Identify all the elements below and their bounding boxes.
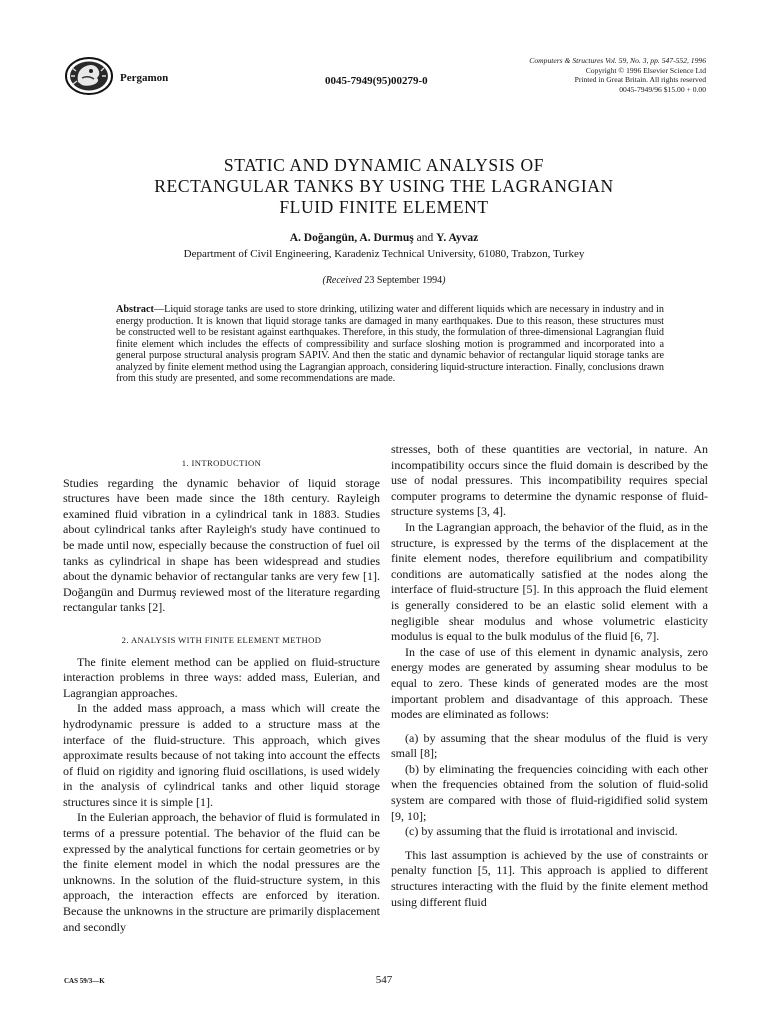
doi-code: 0045-7949(95)00279-0: [325, 75, 428, 87]
authors: [0, 232, 768, 244]
price-line: 0045-7949/96 $15.00 + 0.00: [619, 84, 706, 94]
section-heading-introduction: 1. INTRODUCTION: [181, 458, 262, 468]
journal-line: Computers & Structures Vol. 59, No. 3, pp. 547-552, 1996: [529, 56, 706, 65]
list-item: (a) by assuming that the shear modulus of the fluid is very small [8];: [391, 730, 708, 761]
paragraph: This last assumption is achieved by the use of constraints or penalty function [5, 11]. This approach is applied to different structures interacting with the fluid by the finite element method using different fluid: [391, 847, 708, 909]
title-line-2: RECTANGULAR TANKS BY USING THE LAGRANGIAN: [154, 176, 614, 196]
title-line-1: STATIC AND DYNAMIC ANALYSIS OF: [223, 155, 545, 175]
section-heading-fem: 2. ANALYSIS WITH FINITE ELEMENT METHOD: [121, 634, 322, 645]
printed-line: Printed in Great Britain. All rights reserved: [574, 75, 706, 85]
left-column: [63, 442, 380, 935]
paragraph: stresses, both of these quantities are vectorial, in nature. An incompatibility occurs since the fluid domain is described by the use of nodal pressures. This incompatibility requires special computer programs to determine the dynamic response of fluid-structure systems [3, 4].: [391, 442, 708, 519]
author-names: A. Doğangün, A. Durmuş: [289, 232, 414, 244]
copyright-line: Copyright © 1996 Elsevier Science Ltd: [585, 65, 706, 75]
paper-title: [0, 155, 768, 218]
paragraph: Studies regarding the dynamic behavior of liquid storage structures have been made since the 18th century. Rayleigh examined fluid vibration in a cylindrical tank in 1883. Studies about cylindrical tanks after Rayleigh's study have continued to be made until now, especially because the construction of fuel oil tanks as cylindrical in shape has been widespread and studies about the dynamic behavior of rectangular tanks are very few [1]. Doğangün and Durmuş reviewed most of the literature regarding rectangular tanks [2].: [63, 475, 380, 615]
received-date: (Received 23 September 1994): [322, 275, 446, 286]
paragraph: In the Lagrangian approach, the behavior of the fluid, as in the structure, is expressed by the terms of the displacement at the finite element nodes, therefore equilibrium and compatibility conditions are automatically satisfied at the nodes along the interface of fluid-structure [5]. In this approach the fluid element is generally considered to be an elastic solid element with a negligible shear modulus and whose volumetric elasticity modulus is equal to the bulk modulus of the fluid [6, 7].: [391, 519, 708, 644]
paragraph: In the case of use of this element in dynamic analysis, zero energy modes are generated by assuming shear modulus to be equal to zero. These kinds of generated modes are the most important problem and disadvantage of this approach. These modes are eliminated as follows:: [391, 644, 708, 722]
title-line-3: FLUID FINITE ELEMENT: [279, 197, 489, 217]
author-and: and: [413, 232, 437, 244]
abstract-text: —Liquid storage tanks are used to store drinking, utilizing water and different liquids which are necessary in industry and in energy production. It is known that liquid storage tanks are damaged in many earthquakes. Due to this reason, these structures must be constructed well to be resistant against earthquakes. Therefore, in this study, the formulation of three-dimensional Lagrangian fluid finite element which includes the effects of compressibility and surface sloshing motion is programmed and incorporated into a general purpose structural analysis program SAPIV. And then the static and dynamic behavior of rectangular liquid storage tanks are analyzed by finite element method using the Lagrangian approach, considering liquid-structure interaction. Finally, conclusions drawn from this study are presented, and some recommendations are made.: [116, 304, 664, 384]
paragraph: In the added mass approach, a mass which will create the hydrodynamic pressure is added to a structure mass at the interface of the fluid-structure. This approach, which gives approximate results because of not taking into account the effects of fluid on rigidity and ignoring fluid oscillations, is used widely in the analysis of cylindrical tanks and other liquid storage structures since it is simple [1].: [63, 701, 380, 809]
publisher-name: Pergamon: [120, 72, 169, 84]
paragraph: The finite element method can be applied on fluid-structure interaction problems in three ways: added mass, Eulerian, and Lagrangian approaches.: [63, 654, 380, 700]
footer-code: CAS 59/3—K: [64, 977, 105, 985]
abstract: [116, 304, 664, 385]
affiliation: Department of Civil Engineering, Karadeniz Technical University, 61080, Trabzon, Turkey: [183, 248, 585, 260]
list-item: (b) by eliminating the frequencies coinciding with each other when the frequencies obtained from the solution of fluid-solid system are compared with those of fluid-rigidified solid system [9, 10];: [391, 761, 708, 823]
journal-info: [406, 56, 706, 94]
paragraph: In the Eulerian approach, the behavior of fluid is formulated in terms of a pressure potential. The behavior of the fluid can be expressed by the analytical functions for certain geometries or by the finite element model in which the nodal pressures are the unknowns. In the solution of the fluid-structure system, in this approach, the interaction effects are enforced by iteration. Because the unknowns in the structure are primarily displacement and secondly: [63, 810, 380, 934]
list-item: (c) by assuming that the fluid is irrotational and inviscid.: [405, 824, 678, 839]
page-number: 547: [375, 974, 393, 986]
pergamon-logo-icon: [64, 56, 114, 96]
abstract-label: Abstract: [116, 304, 154, 315]
author-last: Y. Ayvaz: [436, 232, 479, 244]
received-value: 23 September 1994: [364, 275, 443, 286]
right-column: [391, 442, 708, 910]
received-label: Received: [325, 275, 362, 286]
